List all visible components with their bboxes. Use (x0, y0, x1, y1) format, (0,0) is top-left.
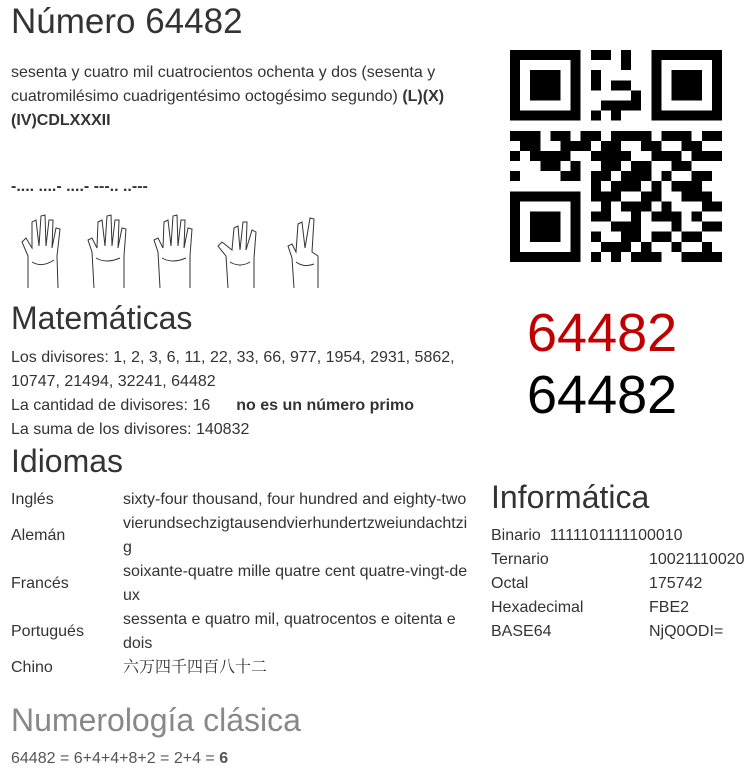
language-text: soixante-quatre mille quatre cent quatre-vingt-deux (123, 563, 468, 604)
ternary-label: Ternario (491, 551, 549, 568)
numerology-formula: 64482 = 6+4+4+8+2 = 2+4 = (11, 750, 220, 767)
divisor-count-label: La cantidad de divisores: (11, 397, 188, 414)
divisor-count: 16 (192, 397, 211, 414)
language-text: vierundsechzigtausendvierhundertzweiundachtzig (123, 515, 468, 556)
numerology-formula-line (11, 747, 228, 771)
language-name: Portugués (11, 623, 84, 640)
math-section (11, 346, 471, 442)
table-row (491, 524, 745, 548)
numerology-section-title: Numerología clásica (11, 702, 301, 738)
table-row (491, 548, 745, 572)
math-section-title: Matemáticas (11, 300, 193, 336)
language-text: sessenta e quatro mil, quatrocentos e oitenta e dois (123, 611, 456, 652)
language-text: 六万四千四百八十二 (123, 659, 268, 676)
languages-table (11, 488, 468, 680)
divisors-list: 1, 2, 3, 6, 11, 22, 33, 66, 977, 1954, 2931, 5862, 10747, 21494, 32241, 64482 (11, 349, 455, 390)
hex-label: Hexadecimal (491, 599, 584, 616)
base64-value: NjQ0ODI= (649, 623, 724, 640)
big-number-black: 64482 (527, 365, 678, 425)
language-name: Francés (11, 575, 69, 592)
divisor-count-line (11, 394, 471, 418)
divisors-line (11, 346, 471, 394)
base64-label: BASE64 (491, 623, 552, 640)
divisor-sum-label: La suma de los divisores: (11, 421, 192, 438)
table-row (11, 560, 468, 608)
table-row (11, 608, 468, 656)
language-name: Chino (11, 659, 53, 676)
hand-eight-icon (212, 212, 272, 290)
computing-section-title: Informática (491, 479, 650, 515)
spanish-words: sesenta y cuatro mil cuatrocientos ochenta y dos (sesenta y cuatromilésimo cuadrigentésimo octogésimo segundo) (11, 64, 436, 105)
language-name: Inglés (11, 491, 54, 508)
hand-two-icon (278, 212, 338, 290)
divisors-label: Los divisores: (11, 349, 109, 366)
binary-value: 1111101111100010 (549, 527, 683, 544)
hand-six-icon (14, 212, 74, 290)
ternary-value: 10021110020 (649, 551, 745, 568)
hand-four-icon (146, 212, 206, 290)
octal-value: 175742 (649, 575, 703, 592)
finger-count-hands (14, 212, 338, 290)
big-number-red: 64482 (527, 303, 678, 363)
number-words (11, 61, 471, 133)
octal-label: Octal (491, 575, 529, 592)
table-row (491, 596, 745, 620)
language-name: Alemán (11, 527, 66, 544)
divisor-sum: 140832 (195, 421, 250, 438)
table-row (491, 572, 745, 596)
table-row (11, 512, 468, 560)
morse-code: -.... ....- ....- ---.. ..--- (11, 178, 148, 195)
page-title: Número 64482 (11, 2, 243, 41)
binary-label: Binario 1111101111100010 (491, 527, 683, 544)
table-row (11, 488, 468, 512)
hex-value: FBE2 (649, 599, 690, 616)
qr-code (510, 50, 722, 262)
computing-table (491, 524, 745, 644)
hand-four-icon (80, 212, 140, 290)
table-row (11, 656, 468, 680)
table-row (491, 620, 745, 644)
prime-status: no es un número primo (236, 397, 415, 414)
language-text: sixty-four thousand, four hundred and eighty-two (123, 491, 467, 508)
divisor-sum-line (11, 418, 471, 442)
numerology-result: 6 (219, 750, 229, 767)
languages-section-title: Idiomas (11, 443, 124, 479)
roman-numeral: (L)(X)(IV)CDLXXXII (11, 88, 445, 129)
